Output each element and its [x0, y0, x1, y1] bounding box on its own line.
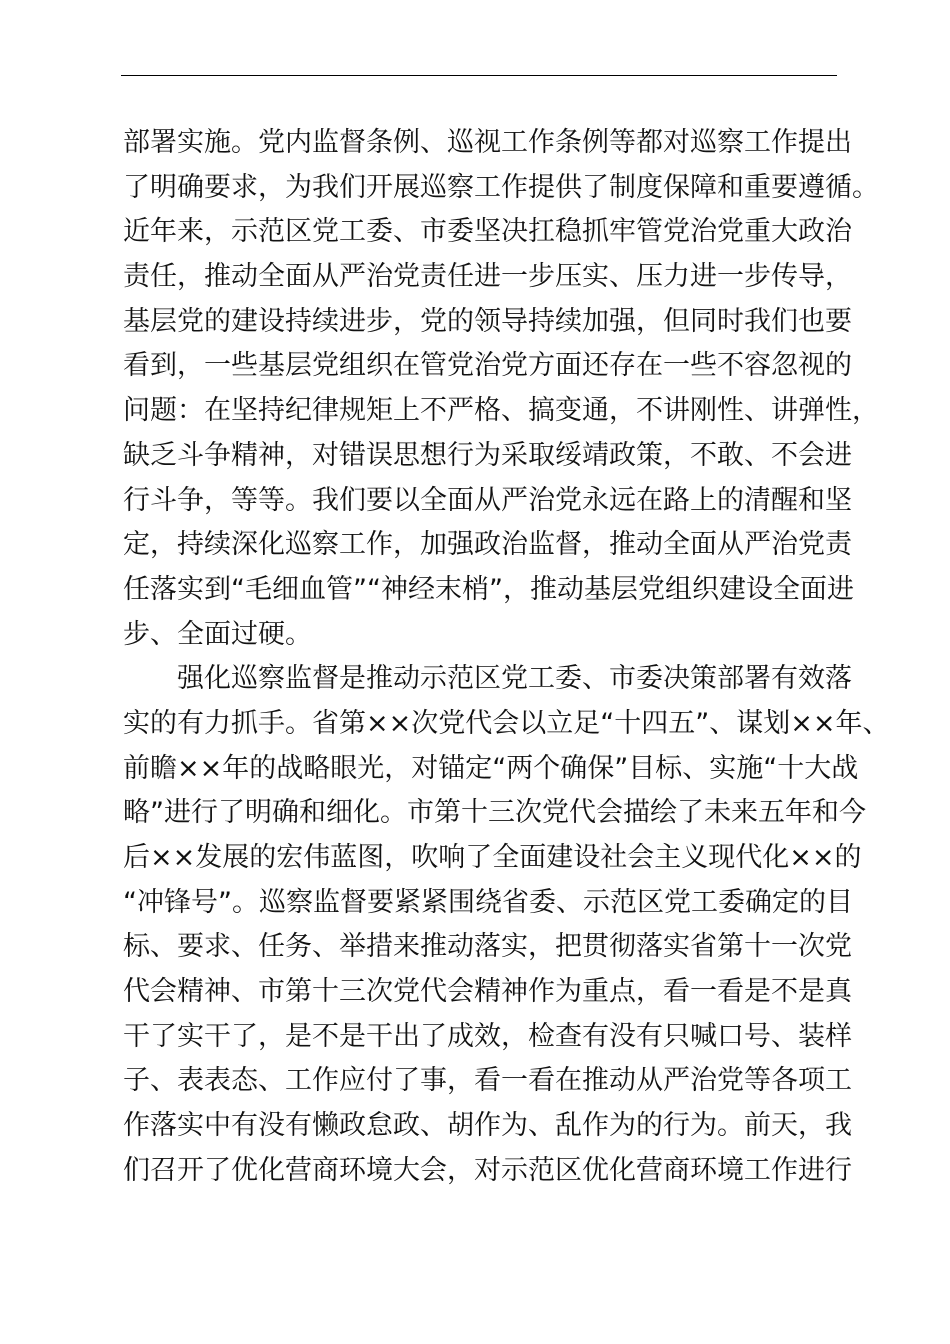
text-line-10: 定，持续深化巡察工作，加强政治监督，推动全面从严治党责	[123, 529, 852, 561]
text-line-4: 责任，推动全面从严治党责任进一步压实、压力进一步传导，	[123, 261, 852, 293]
text-line-11: 任落实到“毛细血管”“神经末梢”，推动基层党组织建设全面进	[123, 573, 854, 605]
text-line-18: “冲锋号”。巡察监督要紧紧围绕省委、示范区党工委确定的目	[123, 886, 853, 918]
text-line-14: 实的有力抓手。省第××次党代会以立足“十四五”、谋划××年、	[123, 707, 890, 739]
text-line-2: 了明确要求，为我们开展巡察工作提供了制度保障和重要遵循。	[123, 171, 879, 203]
text-line-15: 前瞻××年的战略眼光，对锚定“两个确保”目标、实施“十大战	[123, 752, 859, 784]
text-line-9: 行斗争，等等。我们要以全面从严治党永远在路上的清醒和坚	[123, 484, 852, 516]
text-line-17: 后××发展的宏伟蓝图，吹响了全面建设社会主义现代化××的	[123, 842, 862, 873]
text-line-19: 标、要求、任务、举措来推动落实，把贯彻落实省第十一次党	[123, 931, 852, 963]
text-line-5: 基层党的建设持续进步，党的领导持续加强，但同时我们也要	[123, 305, 852, 337]
text-line-7: 问题：在坚持纪律规矩上不严格、搞变通，不讲刚性、讲弹性，	[123, 395, 879, 427]
text-line-1: 部署实施。党内监督条例、巡视工作条例等都对巡察工作提出	[123, 127, 852, 158]
text-line-16: 略”进行了明确和细化。市第十三次党代会描绘了未来五年和今	[123, 797, 866, 829]
text-line-23: 作落实中有没有懒政怠政、胡作为、乱作为的行为。前天，我	[123, 1110, 852, 1142]
text-line-20: 代会精神、市第十三次党代会精神作为重点，看一看是不是真	[123, 976, 852, 1008]
text-line-6: 看到，一些基层党组织在管党治党方面还存在一些不容忽视的	[123, 350, 852, 382]
text-line-12: 步、全面过硬。	[123, 618, 312, 650]
text-line-22: 子、表表态、工作应付了事，看一看在推动从严治党等各项工	[123, 1065, 852, 1097]
text-line-24: 们召开了优化营商环境大会，对示范区优化营商环境工作进行	[123, 1154, 852, 1186]
header-rule	[121, 75, 837, 76]
text-line-21: 干了实干了，是不是干出了成效，检查有没有只喊口号、装样	[123, 1020, 852, 1052]
text-line-8: 缺乏斗争精神，对错误思想行为采取绥靖政策，不敢、不会进	[123, 439, 852, 471]
paragraph-2-first-line: 强化巡察监督是推动示范区党工委、市委决策部署有效落	[177, 663, 852, 695]
text-line-3: 近年来，示范区党工委、市委坚决扛稳抓牢管党治党重大政治	[123, 216, 852, 248]
document-body	[123, 121, 890, 1194]
